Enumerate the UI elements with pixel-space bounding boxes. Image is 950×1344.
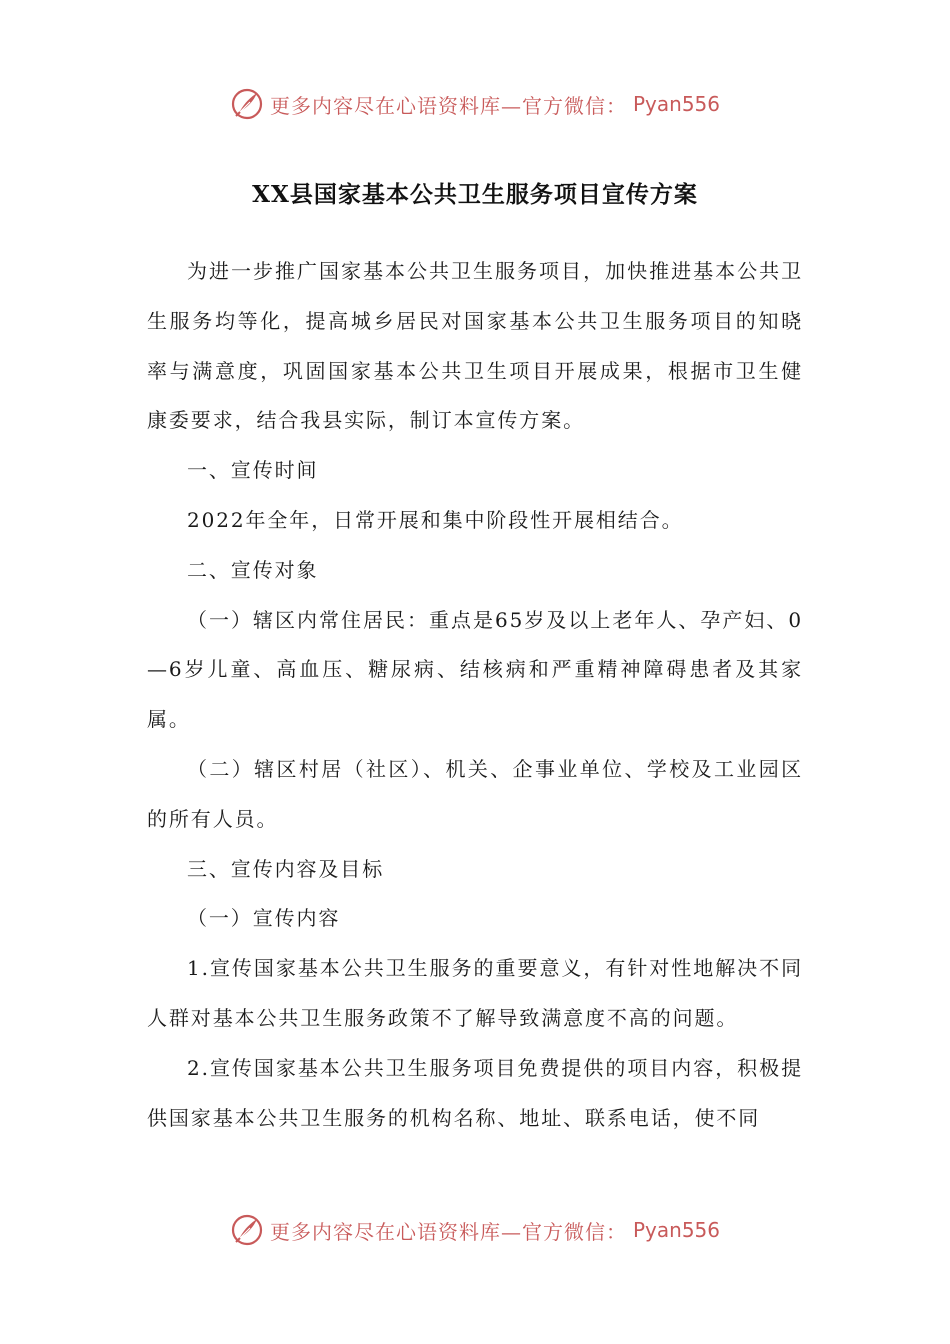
- intro-paragraph: 为进一步推广国家基本公共卫生服务项目，加快推进基本公共卫生服务均等化，提高城乡居民对国家基本公共卫生服务项目的知晓率与满意度，巩固国家基本公共卫生项目开展成果，根据市卫生健康委要求，结合我县实际，制订本宣传方案。: [147, 259, 803, 433]
- audience-item-1: （一）辖区内常住居民：重点是65岁及以上老年人、孕产妇、0—6岁儿童、高血压、糖尿病、结核病和严重精神障碍患者及其家属。: [147, 607, 803, 732]
- watermark-text: 更多内容尽在心语资料库—官方微信：: [269, 1219, 627, 1244]
- watermark-text: 更多内容尽在心语资料库—官方微信：: [269, 93, 627, 118]
- watermark-brand: Pyan556: [632, 1218, 720, 1242]
- content-item-1: 1.宣传国家基本公共卫生服务的重要意义，有针对性地解决不同人群对基本公共卫生服务政策不了解导致满意度不高的问题。: [147, 956, 803, 1030]
- time-paragraph: 2022年全年，日常开展和集中阶段性开展相结合。: [187, 507, 684, 532]
- section-heading-time: 一、宣传时间: [187, 458, 319, 483]
- watermark-brand: Pyan556: [632, 92, 720, 116]
- footer-watermark: [0, 1210, 950, 1250]
- quill-logo-icon: [230, 87, 264, 121]
- document-body: [147, 247, 803, 1143]
- header-watermark: [0, 84, 950, 124]
- section-heading-content: 三、宣传内容及目标: [187, 856, 385, 881]
- document-title: XX县国家基本公共卫生服务项目宣传方案: [252, 181, 698, 208]
- quill-logo-icon: [230, 1213, 264, 1247]
- section-heading-audience: 二、宣传对象: [187, 557, 319, 582]
- content-item-2: 2.宣传国家基本公共卫生服务项目免费提供的项目内容，积极提供国家基本公共卫生服务的机构名称、地址、联系电话，使不同: [147, 1055, 803, 1130]
- audience-item-2: （二）辖区村居（社区）、机关、企事业单位、学校及工业园区的所有人员。: [147, 756, 803, 831]
- subheading-content: （一）宣传内容: [187, 906, 341, 931]
